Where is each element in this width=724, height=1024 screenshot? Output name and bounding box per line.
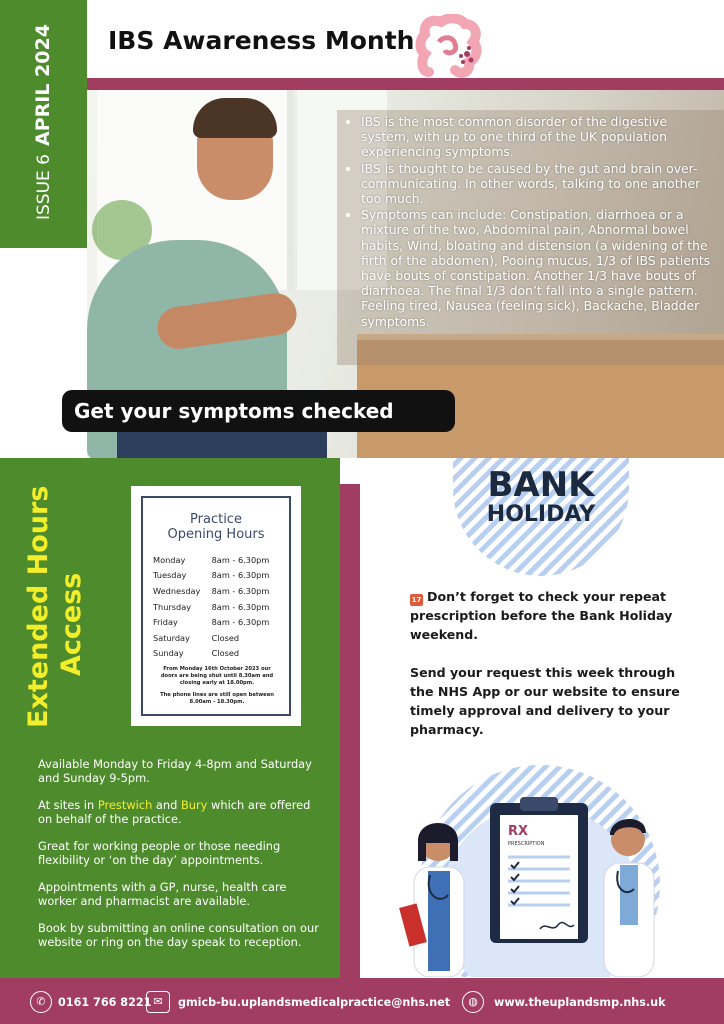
site-prestwich: Prestwich — [97, 798, 153, 812]
ibs-fact: • Symptoms can include: Constipation, diarrhoea or a mixture of the two, Abdominal pain, Abnormal bowel habits, Wind, bloating and distension (a widening of the firth of the abdomen), Pooing mucus, 1/3 of IBS patients have bouts of constipation. Another 1/3 have bouts of diarrhoea. The final 1/3 don’t fall into a single pattern. Feeling tired, Nausea (feeling sick), Backache, Bladder symptoms. — [361, 207, 716, 329]
man-figure — [193, 98, 277, 138]
right-divider — [340, 484, 360, 978]
prescription-label: PRESCRIPTION — [508, 841, 545, 847]
request-instructions: Send your request this week through the NHS App or our website to ensure timely approval and delivery to your pharmacy. — [410, 665, 680, 737]
bank-title-line1: BANK — [487, 465, 595, 505]
flexibility-text: Great for working people or those needing flexibility or ‘on the day’ appointments. — [38, 839, 281, 867]
hours-time: Closed — [211, 648, 240, 659]
extended-hours-details — [38, 757, 328, 962]
opening-hours-table — [153, 552, 283, 661]
bank-holiday-title — [470, 465, 612, 528]
page-title: IBS Awareness Month — [108, 26, 415, 55]
ibs-fact: • IBS is the most common disorder of the digestive system, with up to one third of the UK population experiencing symptoms. — [361, 114, 716, 160]
repeat-prescription-reminder — [410, 587, 690, 644]
issue-month: APRIL 2024 — [32, 24, 54, 146]
extended-hours-title — [20, 480, 120, 730]
website-link[interactable]: www.theuplandsmp.nhs.uk — [494, 996, 666, 1009]
sites-text-mid: and — [152, 798, 181, 812]
bank-title-line2: HOLIDAY — [486, 502, 596, 527]
booking-text: Book by submitting an online consultation on our website or ring on the day speak to reception. — [38, 921, 319, 949]
hours-day: Thursday — [153, 601, 192, 612]
phone-icon: ✆ — [30, 991, 52, 1013]
hours-day: Friday — [153, 617, 178, 628]
hours-row — [153, 614, 283, 630]
reminder-text: Don’t forget to check your repeat prescription before the Bank Holiday weekend. — [410, 589, 673, 642]
email-link[interactable]: gmicb-bu.uplandsmedicalpractice@nhs.net — [178, 996, 451, 1009]
hours-row — [153, 583, 283, 599]
hours-row — [153, 646, 283, 662]
availability-text: Available Monday to Friday 4-8pm and Saturday and Sunday 9-5pm. — [38, 757, 312, 785]
hours-day: Sunday — [153, 648, 184, 659]
hours-day: Wednesday — [153, 585, 201, 596]
sites-text — [38, 798, 328, 826]
hours-time: 8am - 6.30pm — [211, 617, 270, 628]
calendar-icon: 17 — [411, 596, 422, 604]
issue-number: ISSUE 6 — [34, 154, 54, 220]
hours-row — [153, 552, 283, 568]
extended-title-line2: Access — [56, 572, 87, 676]
hours-row — [153, 568, 283, 584]
header-divider — [87, 78, 724, 90]
hours-day: Monday — [153, 554, 186, 565]
opening-hours-title-line2: Opening Hours — [167, 527, 265, 542]
issue-label — [10, 24, 80, 240]
site-bury: Bury — [180, 798, 208, 812]
hours-time: Closed — [211, 632, 240, 643]
prescription-illustration — [380, 745, 700, 977]
hours-time: 8am - 6.30pm — [211, 601, 270, 612]
opening-hours-title-line1: Practice — [190, 512, 242, 527]
email-icon: ✉ — [146, 991, 170, 1013]
hours-time: 8am - 6.30pm — [211, 585, 270, 596]
hours-note: From Monday 16th October 2023 our doors are being shut until 8.30am and closing early at 18.00pm. — [160, 666, 274, 686]
ibs-facts-list — [345, 114, 716, 330]
intestine-icon — [415, 14, 485, 80]
rx-label: RX — [508, 824, 529, 839]
sites-text-post: which are offered on behalf of the practice. — [38, 798, 311, 826]
clipboard-clip — [520, 797, 558, 811]
hours-day: Tuesday — [153, 570, 187, 581]
opening-hours-title — [143, 512, 289, 542]
hours-row — [153, 599, 283, 615]
phone-link[interactable]: 0161 766 8221 — [58, 996, 152, 1009]
hours-row — [153, 630, 283, 646]
appointments-text: Appointments with a GP, nurse, health care worker and pharmacist are available. — [38, 880, 287, 908]
symptoms-cta: Get your symptoms checked — [62, 390, 455, 432]
hours-time: 8am - 6.30pm — [211, 570, 270, 581]
extended-title-line1: Extended Hours — [23, 485, 54, 728]
sites-text-pre: At sites in — [38, 798, 98, 812]
ibs-fact: • IBS is thought to be caused by the gut and brain over-communicating. In other words, talking to one another too much. — [361, 161, 716, 207]
hours-day: Saturday — [153, 632, 190, 643]
globe-icon: ◍ — [462, 991, 484, 1013]
hours-time: 8am - 6.30pm — [211, 554, 270, 565]
female-doctor — [399, 823, 464, 977]
phone-lines-note: The phone lines are still open between 8.00am - 18.30pm. — [160, 692, 274, 705]
